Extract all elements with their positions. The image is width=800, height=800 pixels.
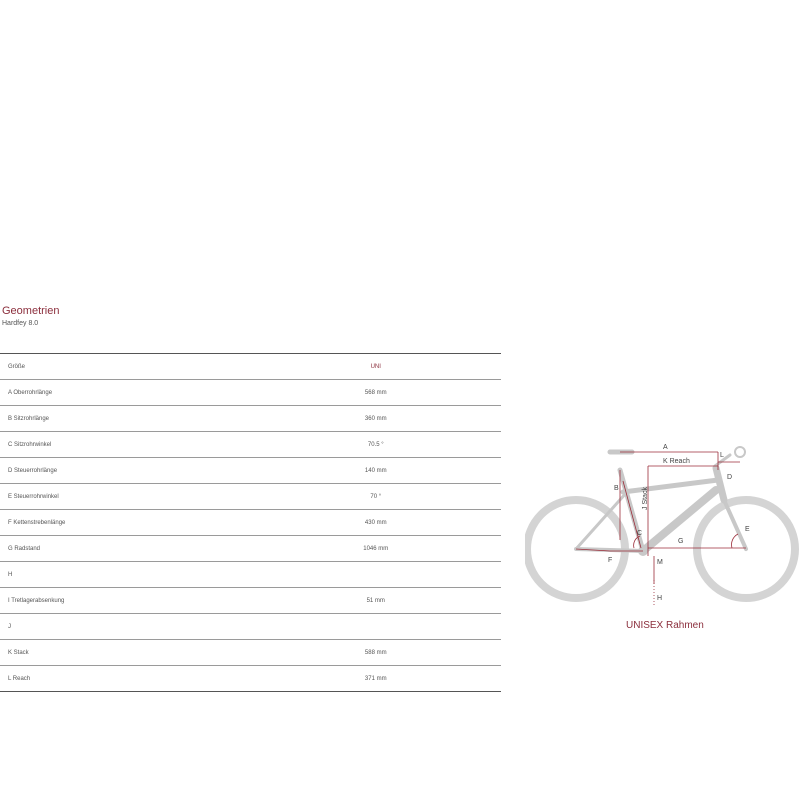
row-value: 430 mm bbox=[251, 510, 502, 536]
row-label: K Stack bbox=[0, 640, 251, 666]
row-value: 371 mm bbox=[251, 666, 502, 692]
row-value: 588 mm bbox=[251, 640, 502, 666]
table-row bbox=[0, 432, 501, 458]
row-label: F Kettenstrebenlänge bbox=[0, 510, 251, 536]
label-b: B bbox=[614, 485, 619, 492]
bike-geometry-diagram bbox=[525, 438, 800, 606]
row-label: L Reach bbox=[0, 666, 251, 692]
handlebar bbox=[735, 447, 745, 457]
label-k-reach: K Reach bbox=[663, 458, 690, 465]
row-label: G Radstand bbox=[0, 536, 251, 562]
model-name: Hardfey 8.0 bbox=[2, 320, 39, 327]
frame-caption: UNISEX Rahmen bbox=[626, 620, 704, 631]
table-row bbox=[0, 562, 501, 588]
table-row bbox=[0, 458, 501, 484]
table-row bbox=[0, 406, 501, 432]
label-h: H bbox=[657, 595, 663, 602]
row-value: 360 mm bbox=[251, 406, 502, 432]
table-row bbox=[0, 484, 501, 510]
section-title: Geometrien bbox=[2, 305, 60, 317]
row-label: H bbox=[0, 562, 251, 588]
label-f: F bbox=[608, 557, 613, 564]
label-g: G bbox=[678, 538, 684, 545]
label-d: D bbox=[727, 474, 733, 481]
row-label: J bbox=[0, 614, 251, 640]
row-value: 70 ° bbox=[251, 484, 502, 510]
row-value: 51 mm bbox=[251, 588, 502, 614]
label-j-stack: J Stack bbox=[642, 487, 649, 510]
row-value: 140 mm bbox=[251, 458, 502, 484]
bike-frame bbox=[576, 452, 746, 551]
table-row bbox=[0, 380, 501, 406]
table-header-row bbox=[0, 354, 501, 380]
row-value: 1046 mm bbox=[251, 536, 502, 562]
row-value: 70.5 ° bbox=[251, 432, 502, 458]
label-a: A bbox=[663, 444, 668, 451]
label-c: C bbox=[637, 530, 643, 537]
geometry-table bbox=[0, 353, 501, 692]
row-value bbox=[251, 614, 502, 640]
label-m: M bbox=[657, 559, 663, 566]
header-size-label: Größe bbox=[0, 354, 251, 380]
row-value bbox=[251, 562, 502, 588]
table-row bbox=[0, 614, 501, 640]
header-size-value: UNI bbox=[251, 354, 502, 380]
table-row bbox=[0, 640, 501, 666]
row-label: I Tretlagerabsenkung bbox=[0, 588, 251, 614]
row-label: B Sitzrohrlänge bbox=[0, 406, 251, 432]
table-row bbox=[0, 666, 501, 692]
table-row bbox=[0, 510, 501, 536]
row-label: A Oberrohrlänge bbox=[0, 380, 251, 406]
row-label: D Steuerrohrlänge bbox=[0, 458, 251, 484]
label-l: L bbox=[720, 452, 724, 459]
table-row bbox=[0, 588, 501, 614]
row-label: E Steuerrohrwinkel bbox=[0, 484, 251, 510]
table-row bbox=[0, 536, 501, 562]
row-value: 568 mm bbox=[251, 380, 502, 406]
label-e: E bbox=[745, 526, 750, 533]
row-label: C Sitzrohrwinkel bbox=[0, 432, 251, 458]
